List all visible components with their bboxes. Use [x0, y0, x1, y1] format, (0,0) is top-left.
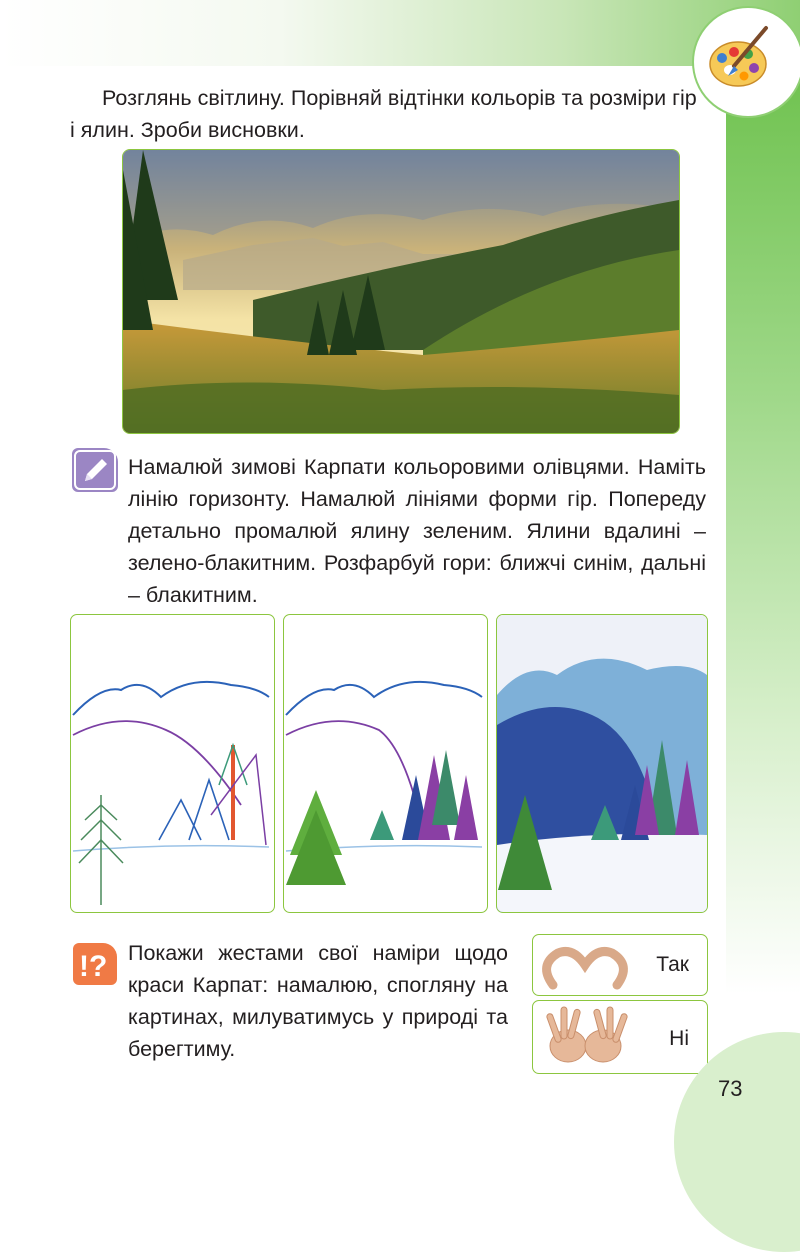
carpathian-landscape-photo: [122, 149, 680, 434]
yes-label: Так: [656, 953, 689, 976]
pencil-icon: [72, 448, 118, 492]
page-number: 73: [718, 1076, 743, 1101]
gesture-paragraph: Покажи жестами свої наміри щодо краси Карпат: намалюю, спогляну на картинах, милуватимусь у природі та берегтиму.: [128, 941, 508, 1061]
no-label: Ні: [669, 1027, 689, 1050]
heart-hands-icon: [533, 935, 643, 995]
intro-paragraph: Розглянь світлину. Порівняй відтінки кольорів та розміри гір і ялин. Зроби висновки.: [70, 86, 697, 142]
top-color-band: [0, 0, 800, 66]
yes-gesture-option: [532, 934, 708, 996]
palette-icon: [704, 24, 774, 94]
side-color-band: [726, 66, 800, 1158]
svg-text:!?: !?: [79, 950, 108, 983]
drawing-step-3: [496, 614, 708, 913]
drawing-task-paragraph: Намалюй зимові Карпати кольоровими олівцями. Наміть лінію горизонту. Намалюй лініями форми гір. Попереду детально промалюй ялину зеленим. Ялини вдалині – зелено-блакитним. Розфарбуй гори: ближчі синім, дальні – блакитним.: [128, 455, 706, 607]
drawing-step-2: [283, 614, 488, 913]
open-hands-icon: [533, 1001, 643, 1073]
question-exclamation-icon: [73, 943, 117, 985]
no-gesture-option: [532, 1000, 708, 1074]
drawing-step-1: [70, 614, 275, 913]
